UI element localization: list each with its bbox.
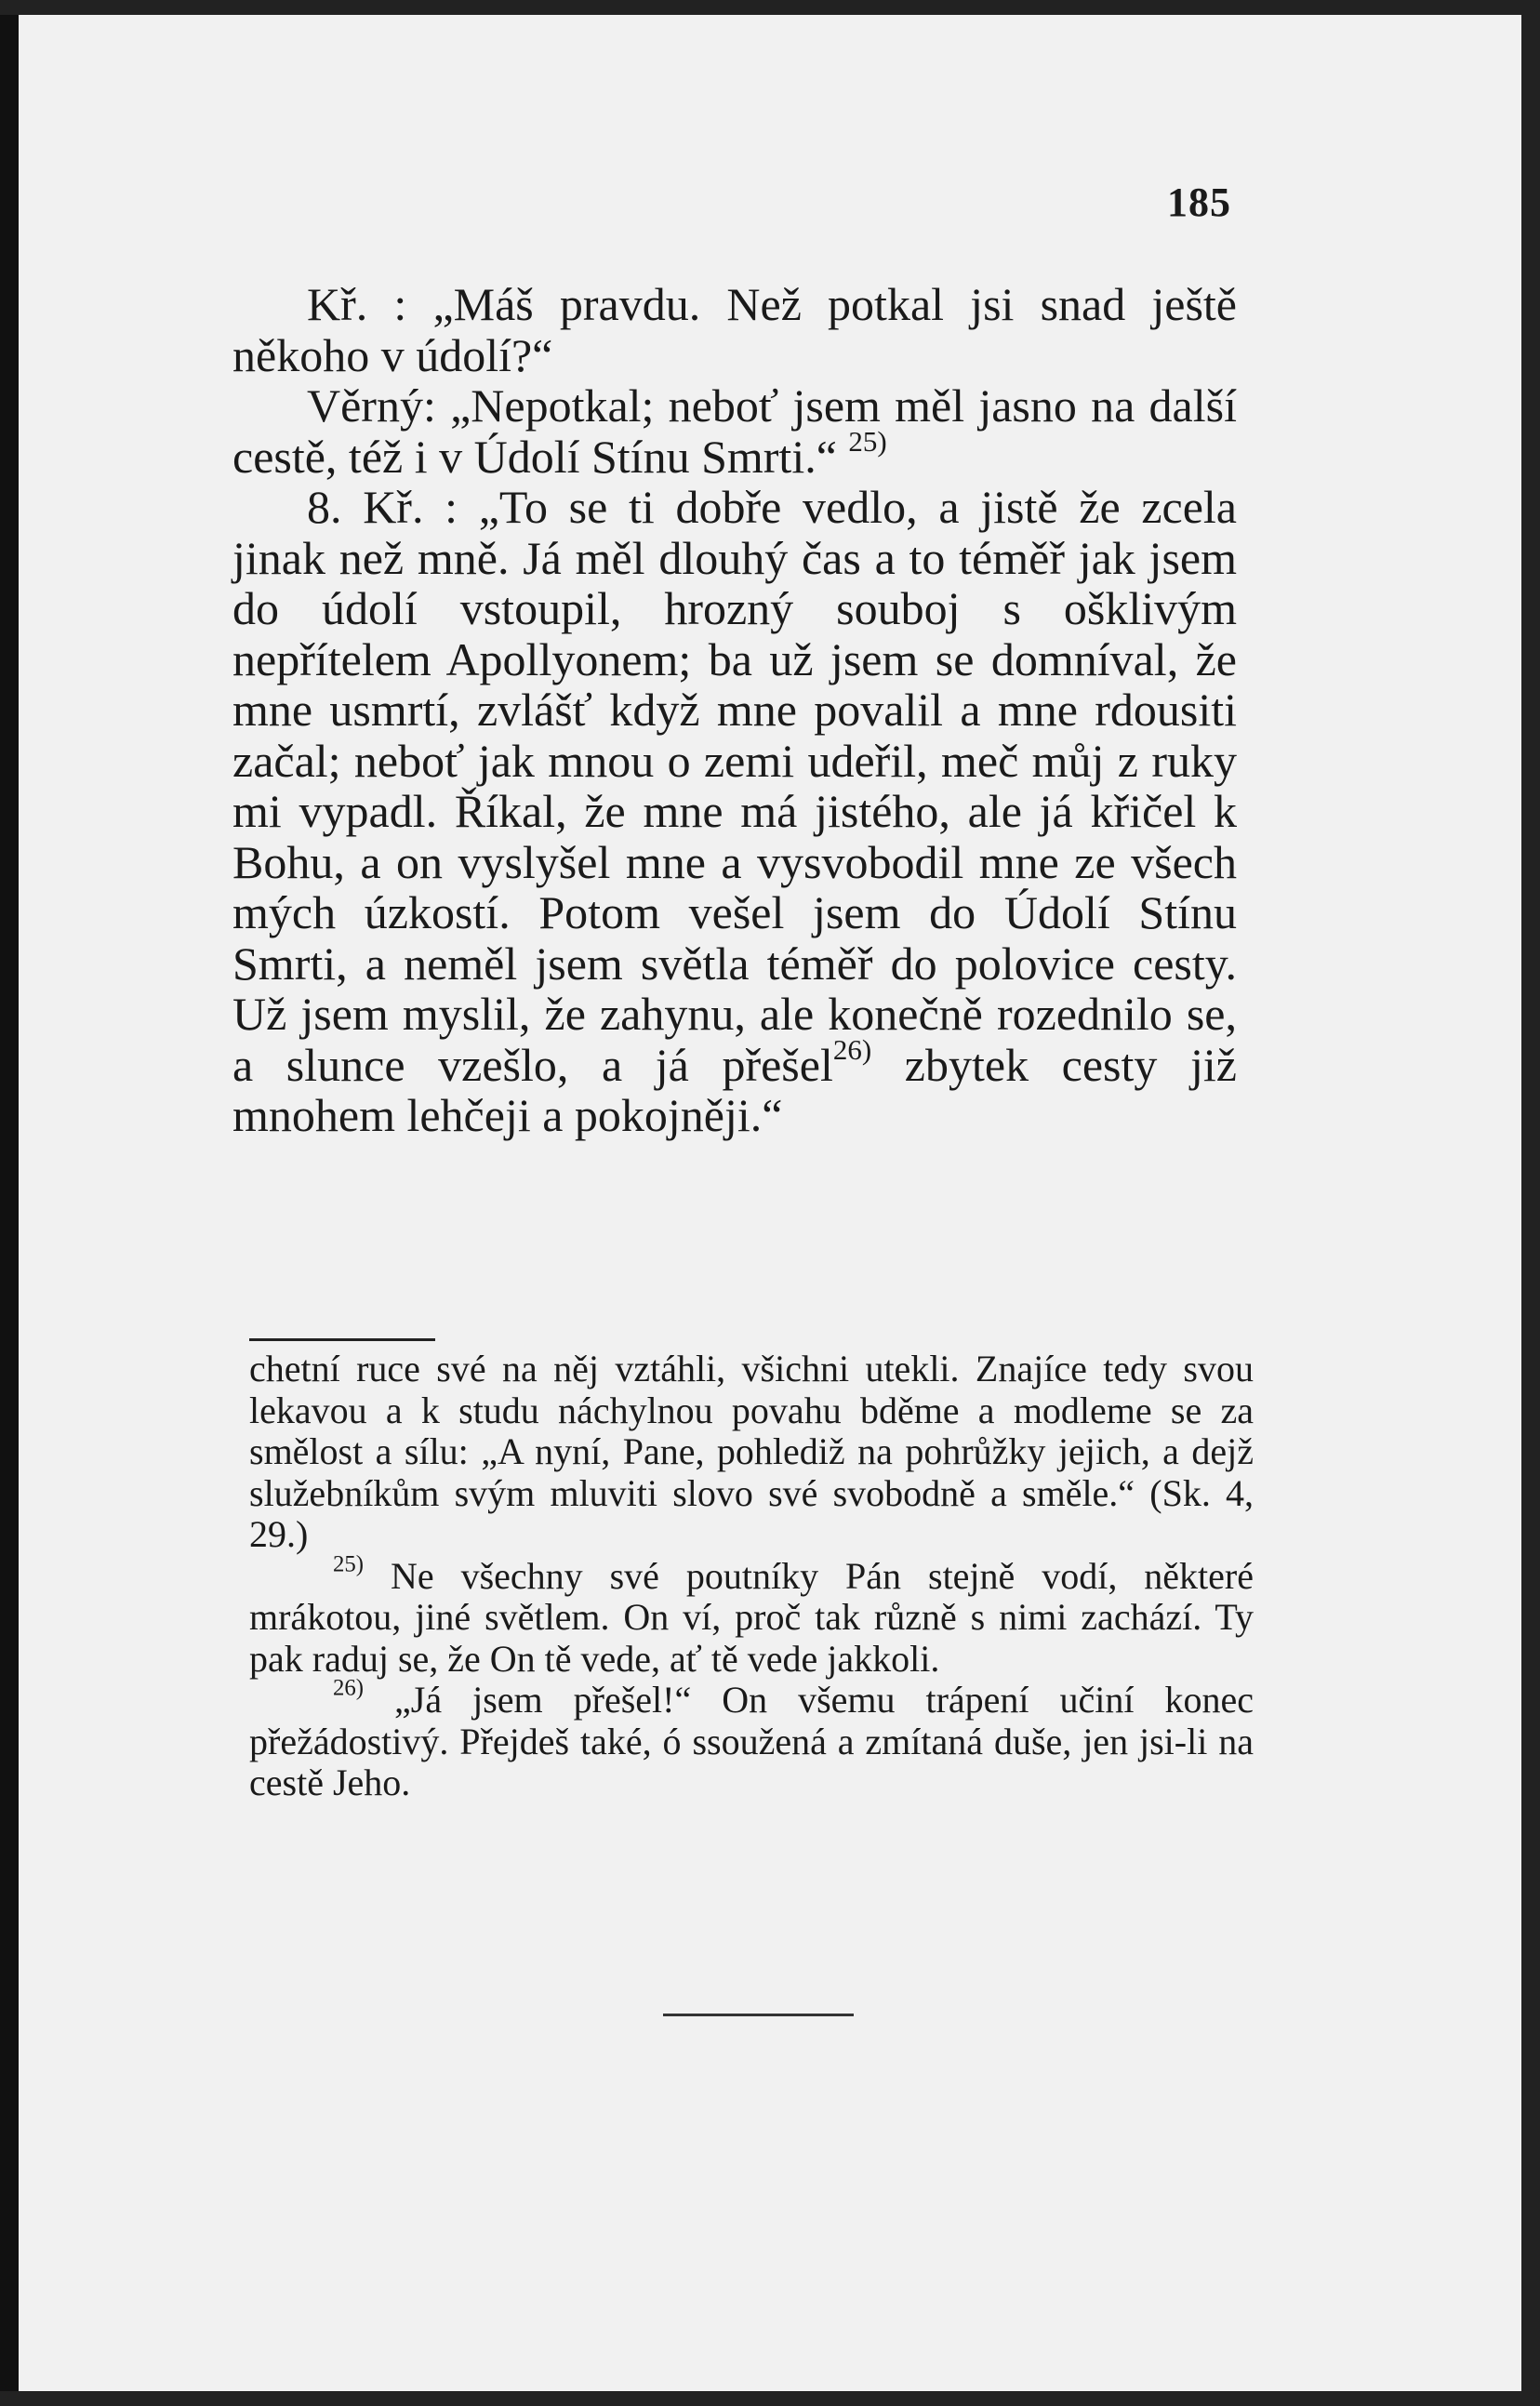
footnote-divider xyxy=(249,1338,435,1341)
footnotes xyxy=(249,1349,1254,1804)
footnote-25 xyxy=(249,1550,1254,1681)
section-end-rule xyxy=(663,2014,854,2016)
paragraph-2 xyxy=(232,380,1237,482)
paragraph-3 xyxy=(232,482,1237,1141)
paragraph-1 xyxy=(232,279,1237,380)
footnote-26 xyxy=(249,1675,1254,1804)
footnote-marker: 26) xyxy=(333,1675,365,1701)
footnote-ref-26: 26) xyxy=(832,1032,872,1066)
footnote-text: Ne všechny své poutníky Pán stejně vodí, některé mrákotou, jiné světlem. On ví, proč tak různě s nimi zachází. Ty pak raduj se, že On tě vede, ať tě vede jakkoli. xyxy=(249,1554,1254,1680)
paragraph-text: Kř. : „Máš pravdu. Než potkal jsi snad ještě někoho v údolí?“ xyxy=(232,278,1237,381)
footnote-text: „Já jsem přešel!“ On všemu trápení učiní konec přežádostivý. Přejdeš také, ó ssoužená a zmítaná duše, jen jsi-li na cestě Jeho. xyxy=(249,1679,1254,1803)
paragraph-text-end: zbytek cesty již mnohem lehčeji a pokojněji.“ xyxy=(232,1038,1237,1141)
main-text xyxy=(232,279,1237,1141)
footnote-ref-25: 25) xyxy=(848,424,887,458)
footnote-continuation: chetní ruce své na něj vztáhli, všichni utekli. Znajíce tedy svou lekavou a k studu náchylnou povahu bděme a modleme se za smělost a sílu: „A nyní, Pane, pohlediž na pohrůžky jejich, a dejž služebníkům svým mluviti slovo své svobodně a směle.“ (Sk. 4, 29.) xyxy=(249,1348,1254,1555)
page-number: 185 xyxy=(1167,179,1231,225)
book-spine-shadow xyxy=(0,15,19,2391)
footnote-marker: 25) xyxy=(333,1550,365,1576)
paragraph-text: 8. Kř. : „To se ti dobře vedlo, a jistě že zcela jinak než mně. Já měl dlouhý čas a to téměř jak jsem do údolí vstoupil, hrozný souboj s ošklivým nepřítelem Apollyonem; ba už jsem se domníval, že mne usmrtí, zvlášť když mne povalil a mne rdousiti začal; neboť jak mnou o zemi udeřil, meč můj z ruky mi vypadl. Říkal, že mne má jistého, ale já křičel k Bohu, a on vyslyšel mne a vysvobodil mne ze všech mých úzkostí. Potom vešel jsem do Údolí Stínu Smrti, a neměl jsem světla téměř do polovice cesty. Už jsem myslil, že zahynu, ale konečně rozednilo se, a slunce vzešlo, a já přešel xyxy=(232,481,1237,1091)
paragraph-text: Věrný: „Nepotkal; neboť jsem měl jasno na další cestě, též i v Údolí Stínu Smrti.“ xyxy=(232,379,1237,483)
